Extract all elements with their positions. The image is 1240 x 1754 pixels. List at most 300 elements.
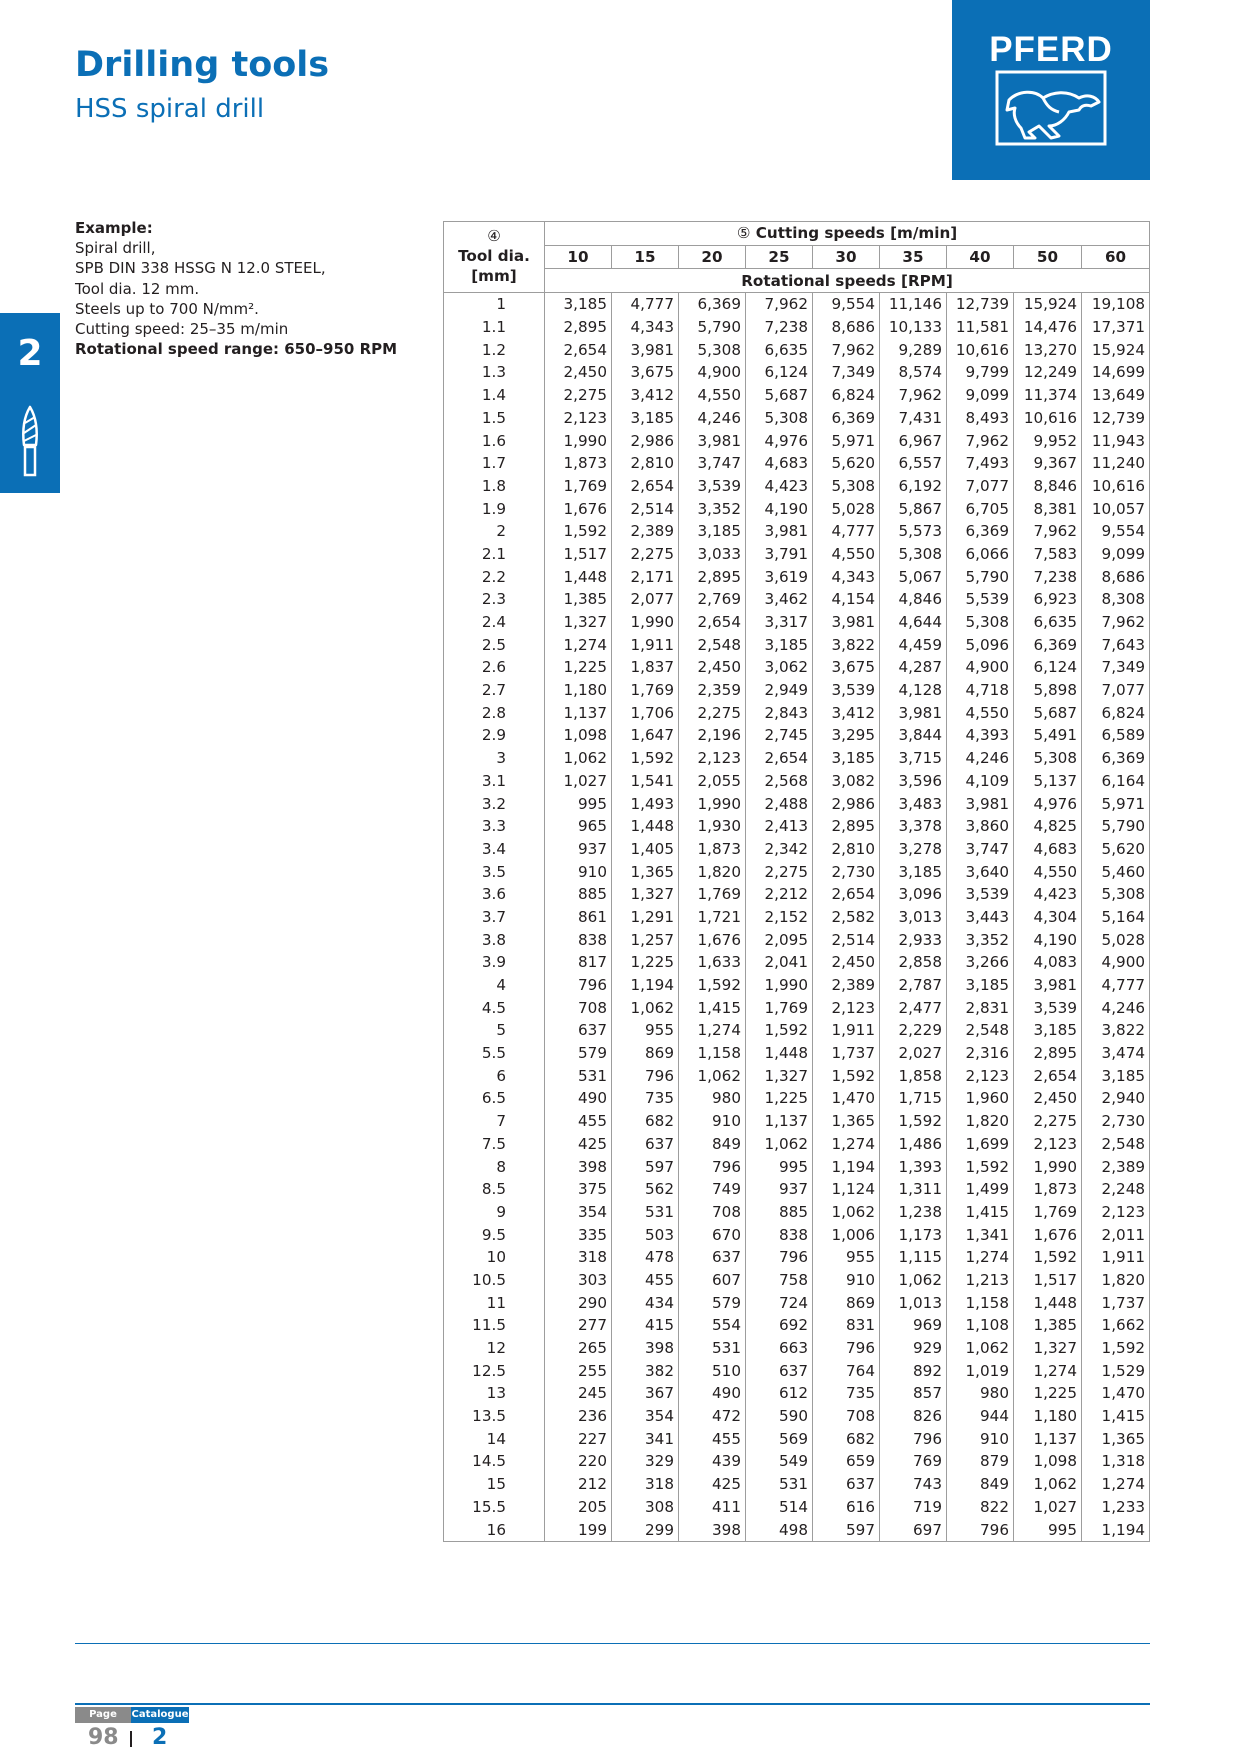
table-row: [444, 747, 1150, 770]
rpm-cell: 1,448: [746, 1042, 813, 1065]
rpm-cell: 490: [679, 1382, 746, 1405]
rpm-cell: 9,289: [880, 338, 947, 361]
rpm-cell: 7,962: [1082, 611, 1150, 634]
rpm-cell: 2,342: [746, 838, 813, 861]
rpm-cell: 2,152: [746, 906, 813, 929]
rpm-cell: 2,514: [612, 497, 679, 520]
tool-dia-cell: 1.2: [444, 338, 545, 361]
rpm-cell: 4,083: [1014, 951, 1082, 974]
rpm-cell: 1,385: [545, 588, 612, 611]
rpm-cell: 1,006: [813, 1223, 880, 1246]
rpm-cell: 4,718: [947, 679, 1014, 702]
rpm-cell: 1,448: [545, 565, 612, 588]
table-row: [444, 883, 1150, 906]
rpm-cell: 6,124: [746, 361, 813, 384]
rpm-cell: 10,616: [1014, 407, 1082, 430]
rpm-cell: 7,349: [1082, 656, 1150, 679]
rpm-cell: 1,274: [679, 1019, 746, 1042]
rpm-cell: 3,539: [1014, 996, 1082, 1019]
rpm-cell: 796: [545, 974, 612, 997]
rpm-cell: 1,173: [880, 1223, 947, 1246]
rpm-cell: 1,233: [1082, 1496, 1150, 1519]
rpm-cell: 1,062: [746, 1133, 813, 1156]
rpm-cell: 7,962: [813, 338, 880, 361]
rpm-cell: 7,349: [813, 361, 880, 384]
rpm-cell: 1,529: [1082, 1359, 1150, 1382]
rpm-cell: 1,873: [545, 452, 612, 475]
rpm-cell: 1,365: [1082, 1427, 1150, 1450]
table-row: [444, 860, 1150, 883]
brand-logo: [952, 0, 1150, 180]
rpm-cell: 303: [545, 1269, 612, 1292]
rpm-cell: 2,654: [612, 475, 679, 498]
table-row: [444, 565, 1150, 588]
table-row: [444, 679, 1150, 702]
rpm-cell: 2,810: [813, 838, 880, 861]
rpm-cell: 869: [813, 1291, 880, 1314]
rpm-cell: 2,787: [880, 974, 947, 997]
speed-header-cell: 50: [1014, 245, 1082, 269]
rpm-cell: 637: [679, 1246, 746, 1269]
rpm-cell: 7,077: [947, 475, 1014, 498]
rpm-cell: 955: [813, 1246, 880, 1269]
rpm-cell: 1,911: [813, 1019, 880, 1042]
rpm-cell: 796: [746, 1246, 813, 1269]
rpm-cell: 1,225: [1014, 1382, 1082, 1405]
rpm-cell: 910: [679, 1110, 746, 1133]
rpm-cell: 6,923: [1014, 588, 1082, 611]
rpm-cell: 6,369: [813, 407, 880, 430]
rpm-cell: 7,583: [1014, 543, 1082, 566]
rpm-cell: 227: [545, 1427, 612, 1450]
rpm-cell: 8,574: [880, 361, 947, 384]
tool-dia-cell: 3.2: [444, 792, 545, 815]
rpm-cell: 7,962: [746, 293, 813, 316]
tool-dia-cell: 14.5: [444, 1450, 545, 1473]
rpm-cell: 3,185: [746, 633, 813, 656]
rpm-cell: 2,986: [813, 792, 880, 815]
rpm-cell: 3,596: [880, 770, 947, 793]
rpm-cell: 682: [813, 1427, 880, 1450]
table-row: [444, 1201, 1150, 1224]
rpm-cell: 10,133: [880, 316, 947, 339]
rpm-cell: 5,308: [746, 407, 813, 430]
rpm-cell: 735: [612, 1087, 679, 1110]
tool-dia-cell: 8.5: [444, 1178, 545, 1201]
rpm-cell: 1,647: [612, 724, 679, 747]
tool-dia-cell: 10.5: [444, 1269, 545, 1292]
rpm-cell: 4,190: [746, 497, 813, 520]
rpm-cell: 2,986: [612, 429, 679, 452]
tool-dia-cell: 13: [444, 1382, 545, 1405]
rpm-cell: 944: [947, 1405, 1014, 1428]
rpm-cell: 10,616: [1082, 475, 1150, 498]
rpm-cell: 5,308: [679, 338, 746, 361]
rpm-cell: 9,799: [947, 361, 1014, 384]
rpm-cell: 220: [545, 1450, 612, 1473]
rpm-cell: 9,952: [1014, 429, 1082, 452]
rpm-cell: 2,450: [545, 361, 612, 384]
rpm-cell: 3,640: [947, 860, 1014, 883]
rpm-cell: 1,676: [545, 497, 612, 520]
rpm-cell: 597: [813, 1518, 880, 1541]
tool-dia-cell: 2.4: [444, 611, 545, 634]
rpm-cell: 5,067: [880, 565, 947, 588]
rpm-cell: 6,589: [1082, 724, 1150, 747]
table-row: [444, 1042, 1150, 1065]
rpm-cell: 995: [746, 1155, 813, 1178]
tool-dia-cell: 2.2: [444, 565, 545, 588]
rpm-cell: 11,581: [947, 316, 1014, 339]
rpm-cell: 1,225: [746, 1087, 813, 1110]
rpm-cell: 3,013: [880, 906, 947, 929]
rpm-cell: 2,745: [746, 724, 813, 747]
rpm-cell: 2,229: [880, 1019, 947, 1042]
rpm-cell: 1,592: [880, 1110, 947, 1133]
table-row: [444, 1019, 1150, 1042]
tool-dia-cell: 9.5: [444, 1223, 545, 1246]
page-subtitle: HSS spiral drill: [75, 94, 265, 124]
rpm-cell: 318: [612, 1473, 679, 1496]
table-row: [444, 1359, 1150, 1382]
rpm-cell: 3,185: [1014, 1019, 1082, 1042]
rpm-cell: 937: [545, 838, 612, 861]
rpm-cell: 1,820: [679, 860, 746, 883]
rpm-cell: 1,990: [679, 792, 746, 815]
table-row: [444, 906, 1150, 929]
rpm-cell: 5,491: [1014, 724, 1082, 747]
rpm-cell: 7,962: [880, 384, 947, 407]
rpm-cell: 4,777: [612, 293, 679, 316]
rpm-cell: 8,846: [1014, 475, 1082, 498]
tool-dia-cell: 1.4: [444, 384, 545, 407]
cutting-speeds-label: Cutting speeds [m/min]: [755, 224, 958, 243]
rpm-cell: 2,359: [679, 679, 746, 702]
rpm-cell: 2,275: [746, 860, 813, 883]
rpm-cell: 398: [612, 1337, 679, 1360]
rpm-cell: 1,737: [813, 1042, 880, 1065]
rpm-cell: 382: [612, 1359, 679, 1382]
example-heading: Example:: [75, 219, 153, 237]
rpm-cell: 1,115: [880, 1246, 947, 1269]
rpm-cell: 4,900: [947, 656, 1014, 679]
rpm-cell: 708: [545, 996, 612, 1019]
tool-dia-cell: 2: [444, 520, 545, 543]
rpm-cell: 1,180: [545, 679, 612, 702]
table-row: [444, 951, 1150, 974]
rpm-cell: 318: [545, 1246, 612, 1269]
rpm-cell: 8,308: [1082, 588, 1150, 611]
rpm-cell: 17,371: [1082, 316, 1150, 339]
rpm-cell: 9,099: [1082, 543, 1150, 566]
tool-dia-unit: [mm]: [471, 267, 517, 285]
table-row: [444, 974, 1150, 997]
table-row: [444, 1110, 1150, 1133]
tool-dia-cell: 10: [444, 1246, 545, 1269]
rpm-cell: 5,308: [813, 475, 880, 498]
rpm-cell: 2,123: [545, 407, 612, 430]
rpm-cell: 1,341: [947, 1223, 1014, 1246]
rpm-cell: 1,194: [1082, 1518, 1150, 1541]
rpm-cell: 6,635: [746, 338, 813, 361]
rpm-cell: 2,275: [1014, 1110, 1082, 1133]
rpm-cell: 3,715: [880, 747, 947, 770]
tool-dia-cell: 12: [444, 1337, 545, 1360]
rpm-cell: 308: [612, 1496, 679, 1519]
example-line: Steels up to 700 N/mm².: [75, 299, 259, 318]
rpm-cell: 2,548: [947, 1019, 1014, 1042]
speed-header-cell: 30: [813, 245, 880, 269]
rpm-cell: 1,108: [947, 1314, 1014, 1337]
drill-bit-icon: [16, 405, 44, 477]
rpm-cell: 255: [545, 1359, 612, 1382]
rpm-cell: 838: [545, 928, 612, 951]
rpm-cell: 1,470: [1082, 1382, 1150, 1405]
table-row: [444, 361, 1150, 384]
rpm-cell: 6,369: [1082, 747, 1150, 770]
rpm-cell: 3,412: [813, 701, 880, 724]
rpm-cell: 5,573: [880, 520, 947, 543]
table-row: [444, 1382, 1150, 1405]
rpm-cell: 1,676: [679, 928, 746, 951]
rpm-cell: 5,790: [947, 565, 1014, 588]
rpm-cell: 4,550: [813, 543, 880, 566]
rpm-cell: 579: [679, 1291, 746, 1314]
rpm-cell: 1,274: [947, 1246, 1014, 1269]
table-row: [444, 1473, 1150, 1496]
rpm-cell: 554: [679, 1314, 746, 1337]
rpm-cell: 4,423: [1014, 883, 1082, 906]
table-row: [444, 588, 1150, 611]
tool-dia-cell: 2.1: [444, 543, 545, 566]
rpm-cell: 1,158: [947, 1291, 1014, 1314]
rpm-cell: 1,592: [612, 747, 679, 770]
table-row: [444, 1518, 1150, 1541]
tool-dia-cell: 3: [444, 747, 545, 770]
rpm-cell: 9,367: [1014, 452, 1082, 475]
rpm-cell: 531: [612, 1201, 679, 1224]
rpm-cell: 1,137: [746, 1110, 813, 1133]
rpm-cell: 5,790: [679, 316, 746, 339]
rpm-cell: 2,095: [746, 928, 813, 951]
example-line: Tool dia. 12 mm.: [75, 279, 200, 298]
rpm-cell: 1,873: [679, 838, 746, 861]
rpm-cell: 8,686: [1082, 565, 1150, 588]
rpm-cell: 3,317: [746, 611, 813, 634]
rpm-cell: 796: [679, 1155, 746, 1178]
speed-header-cell: 35: [880, 245, 947, 269]
rpm-cell: 2,055: [679, 770, 746, 793]
rpm-cell: 1,291: [612, 906, 679, 929]
rpm-cell: 2,477: [880, 996, 947, 1019]
example-rpm-range: Rotational speed range: 650–950 RPM: [75, 340, 398, 359]
rpm-cell: 5,971: [1082, 792, 1150, 815]
rpm-cell: 6,124: [1014, 656, 1082, 679]
rpm-cell: 1,769: [746, 996, 813, 1019]
rpm-cell: 4,128: [880, 679, 947, 702]
rpm-cell: 9,554: [1082, 520, 1150, 543]
tool-dia-header: [444, 222, 545, 293]
rpm-cell: 4,304: [1014, 906, 1082, 929]
rpm-cell: 3,747: [947, 838, 1014, 861]
example-line: SPB DIN 338 HSSG N 12.0 STEEL,: [75, 259, 326, 278]
rpm-cell: 3,981: [746, 520, 813, 543]
rpm-cell: 1,158: [679, 1042, 746, 1065]
rpm-cell: 4,683: [746, 452, 813, 475]
rpm-cell: 1,517: [1014, 1269, 1082, 1292]
tool-dia-cell: 2.9: [444, 724, 545, 747]
rpm-cell: 2,011: [1082, 1223, 1150, 1246]
rpm-cell: 1,327: [612, 883, 679, 906]
rpm-cell: 5,687: [1014, 701, 1082, 724]
rpm-cell: 411: [679, 1496, 746, 1519]
rpm-cell: 1,706: [612, 701, 679, 724]
rpm-cell: 1,062: [813, 1201, 880, 1224]
rpm-cell: 3,352: [679, 497, 746, 520]
rpm-cell: 749: [679, 1178, 746, 1201]
table-row: [444, 1246, 1150, 1269]
rpm-cell: 2,389: [1082, 1155, 1150, 1178]
rpm-cell: 1,990: [746, 974, 813, 997]
rpm-cell: 2,895: [1014, 1042, 1082, 1065]
rpm-cell: 1,137: [545, 701, 612, 724]
table-row: [444, 1087, 1150, 1110]
rpm-cell: 1,541: [612, 770, 679, 793]
rpm-cell: 670: [679, 1223, 746, 1246]
rpm-cell: 6,824: [1082, 701, 1150, 724]
rpm-cell: 2,843: [746, 701, 813, 724]
rpm-cell: 1,699: [947, 1133, 1014, 1156]
rpm-cell: 2,077: [612, 588, 679, 611]
rpm-cell: 980: [679, 1087, 746, 1110]
rpm-cell: 937: [746, 1178, 813, 1201]
example-line: Cutting speed: 25–35 m/min: [75, 320, 289, 339]
rpm-cell: 1,194: [813, 1155, 880, 1178]
rpm-cell: 3,981: [1014, 974, 1082, 997]
rpm-cell: 3,062: [746, 656, 813, 679]
rpm-cell: 1,238: [880, 1201, 947, 1224]
rpm-cell: 5,620: [813, 452, 880, 475]
rpm-cell: 861: [545, 906, 612, 929]
page-title: Drilling tools: [75, 45, 330, 85]
rpm-cell: 367: [612, 1382, 679, 1405]
tool-dia-cell: 12.5: [444, 1359, 545, 1382]
rpm-cell: 1,415: [1082, 1405, 1150, 1428]
table-row: [444, 1291, 1150, 1314]
rpm-cell: 2,027: [880, 1042, 947, 1065]
speed-header-cell: 10: [545, 245, 612, 269]
rpm-cell: 7,238: [746, 316, 813, 339]
cutting-marker: ⑤: [736, 224, 751, 243]
rpm-cell: 13,270: [1014, 338, 1082, 361]
tool-dia-cell: 1: [444, 293, 545, 316]
rpm-cell: 1,858: [880, 1064, 947, 1087]
speed-values-row: [444, 245, 1150, 269]
table-row: [444, 1064, 1150, 1087]
rpm-cell: 1,213: [947, 1269, 1014, 1292]
horse-logo-icon: [995, 70, 1107, 146]
rpm-cell: 826: [880, 1405, 947, 1428]
rpm-cell: 692: [746, 1314, 813, 1337]
rpm-cell: 764: [813, 1359, 880, 1382]
tool-dia-cell: 16: [444, 1518, 545, 1541]
rpm-cell: 354: [545, 1201, 612, 1224]
rpm-cell: 4,423: [746, 475, 813, 498]
rpm-cell: 1,592: [1014, 1246, 1082, 1269]
rpm-cell: 4,550: [679, 384, 746, 407]
rpm-cell: 2,450: [813, 951, 880, 974]
rpm-cell: 637: [612, 1133, 679, 1156]
rpm-cell: 1,327: [746, 1064, 813, 1087]
rpm-cell: 1,062: [545, 747, 612, 770]
rpm-cell: 4,825: [1014, 815, 1082, 838]
rpm-cell: 490: [545, 1087, 612, 1110]
catalogue-number: 2: [152, 1725, 168, 1750]
rpm-cell: 2,041: [746, 951, 813, 974]
rpm-cell: 15,924: [1014, 293, 1082, 316]
rpm-cell: 2,275: [545, 384, 612, 407]
rpm-cell: 1,274: [813, 1133, 880, 1156]
rpm-cell: 1,592: [746, 1019, 813, 1042]
rpm-cell: 5,096: [947, 633, 1014, 656]
table-row: [444, 316, 1150, 339]
rpm-cell: 5,028: [1082, 928, 1150, 951]
table-row: [444, 1223, 1150, 1246]
rpm-cell: 2,895: [813, 815, 880, 838]
rpm-cell: 531: [746, 1473, 813, 1496]
rpm-cell: 341: [612, 1427, 679, 1450]
rpm-cell: 8,686: [813, 316, 880, 339]
rpm-cell: 1,715: [880, 1087, 947, 1110]
rpm-cell: 3,539: [947, 883, 1014, 906]
rpm-cell: 3,981: [880, 701, 947, 724]
rpm-cell: 590: [746, 1405, 813, 1428]
rpm-cell: 11,374: [1014, 384, 1082, 407]
rpm-cell: 1,098: [1014, 1450, 1082, 1473]
table-row: [444, 928, 1150, 951]
rpm-cell: 1,311: [880, 1178, 947, 1201]
example-line: Spiral drill,: [75, 239, 156, 258]
tool-dia-cell: 9: [444, 1201, 545, 1224]
page-label: Page: [75, 1707, 131, 1723]
rpm-cell: 6,369: [1014, 633, 1082, 656]
rpm-cell: 415: [612, 1314, 679, 1337]
rpm-cell: 7,238: [1014, 565, 1082, 588]
rpm-cell: 510: [679, 1359, 746, 1382]
rpm-cell: 969: [880, 1314, 947, 1337]
rpm-cell: 796: [813, 1337, 880, 1360]
table-row: [444, 1178, 1150, 1201]
rpm-cell: 3,185: [612, 407, 679, 430]
rpm-cell: 6,635: [1014, 611, 1082, 634]
rpm-cell: 7,643: [1082, 633, 1150, 656]
rpm-cell: 4,846: [880, 588, 947, 611]
rpm-cell: 3,266: [947, 951, 1014, 974]
speed-header-cell: 60: [1082, 245, 1150, 269]
rpm-cell: 2,123: [679, 747, 746, 770]
rpm-cell: 434: [612, 1291, 679, 1314]
rpm-cell: 579: [545, 1042, 612, 1065]
rpm-cell: 3,443: [947, 906, 1014, 929]
rpm-cell: 1,448: [612, 815, 679, 838]
rpm-cell: 6,705: [947, 497, 1014, 520]
rpm-cell: 637: [545, 1019, 612, 1042]
rpm-cell: 10,616: [947, 338, 1014, 361]
rpm-cell: 637: [746, 1359, 813, 1382]
rpm-cell: 425: [545, 1133, 612, 1156]
rpm-cell: 796: [880, 1427, 947, 1450]
rpm-cell: 478: [612, 1246, 679, 1269]
